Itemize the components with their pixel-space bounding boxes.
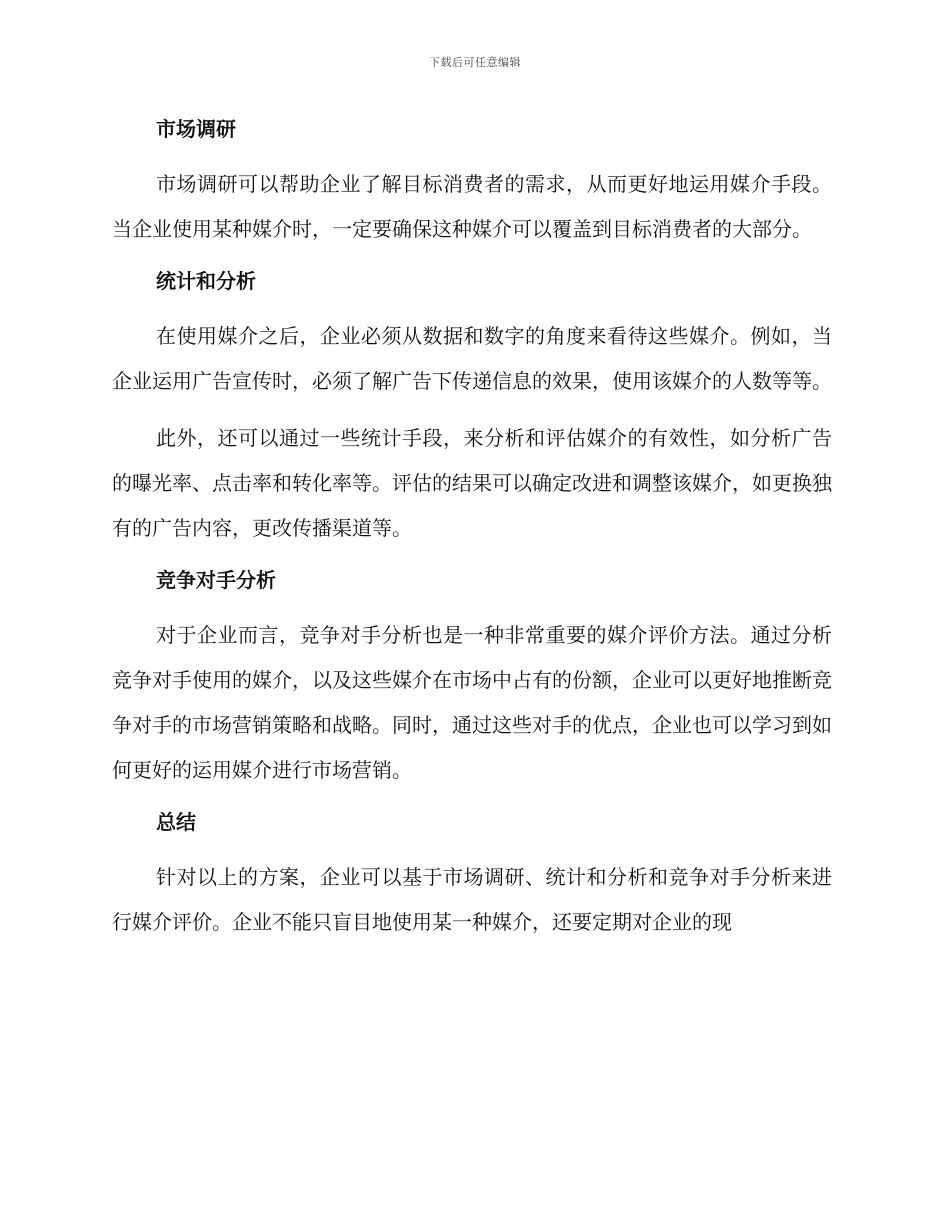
section-heading: 总结 [156,810,196,834]
section-competitor-analysis [112,563,832,793]
header-note: 下载后可任意编辑 [429,56,521,69]
section-heading: 竞争对手分析 [156,568,276,592]
paragraph: 针对以上的方案，企业可以基于市场调研、统计和分析和竞争对手分析来进行媒介评价。企业不能只盲目地使用某一种媒介，还要定期对企业的现 [112,865,832,934]
section-statistics-analysis [112,264,832,551]
section-market-research [112,112,832,252]
paragraph: 对于企业而言，竞争对手分析也是一种非常重要的媒介评价方法。通过分析竞争对手使用的媒介，以及这些媒介在市场中占有的份额，企业可以更好地推断竞争对手的市场营销策略和战略。同时，通过这些对手的优点，企业也可以学习到如何更好的运用媒介进行市场营销。 [112,623,832,782]
section-heading: 统计和分析 [156,269,256,293]
section-heading: 市场调研 [156,117,236,141]
section-summary [112,805,832,945]
paragraph: 此外，还可以通过一些统计手段，来分析和评估媒介的有效性，如分析广告的曝光率、点击率和转化率等。评估的结果可以确定改进和调整该媒介，如更换独有的广告内容，更改传播渠道等。 [112,426,832,540]
document-body [112,112,832,957]
paragraph: 在使用媒介之后，企业必须从数据和数字的角度来看待这些媒介。例如，当企业运用广告宣传时，必须了解广告下传递信息的效果，使用该媒介的人数等等。 [112,324,832,393]
paragraph: 市场调研可以帮助企业了解目标消费者的需求，从而更好地运用媒介手段。当企业使用某种媒介时，一定要确保这种媒介可以覆盖到目标消费者的大部分。 [112,172,832,241]
